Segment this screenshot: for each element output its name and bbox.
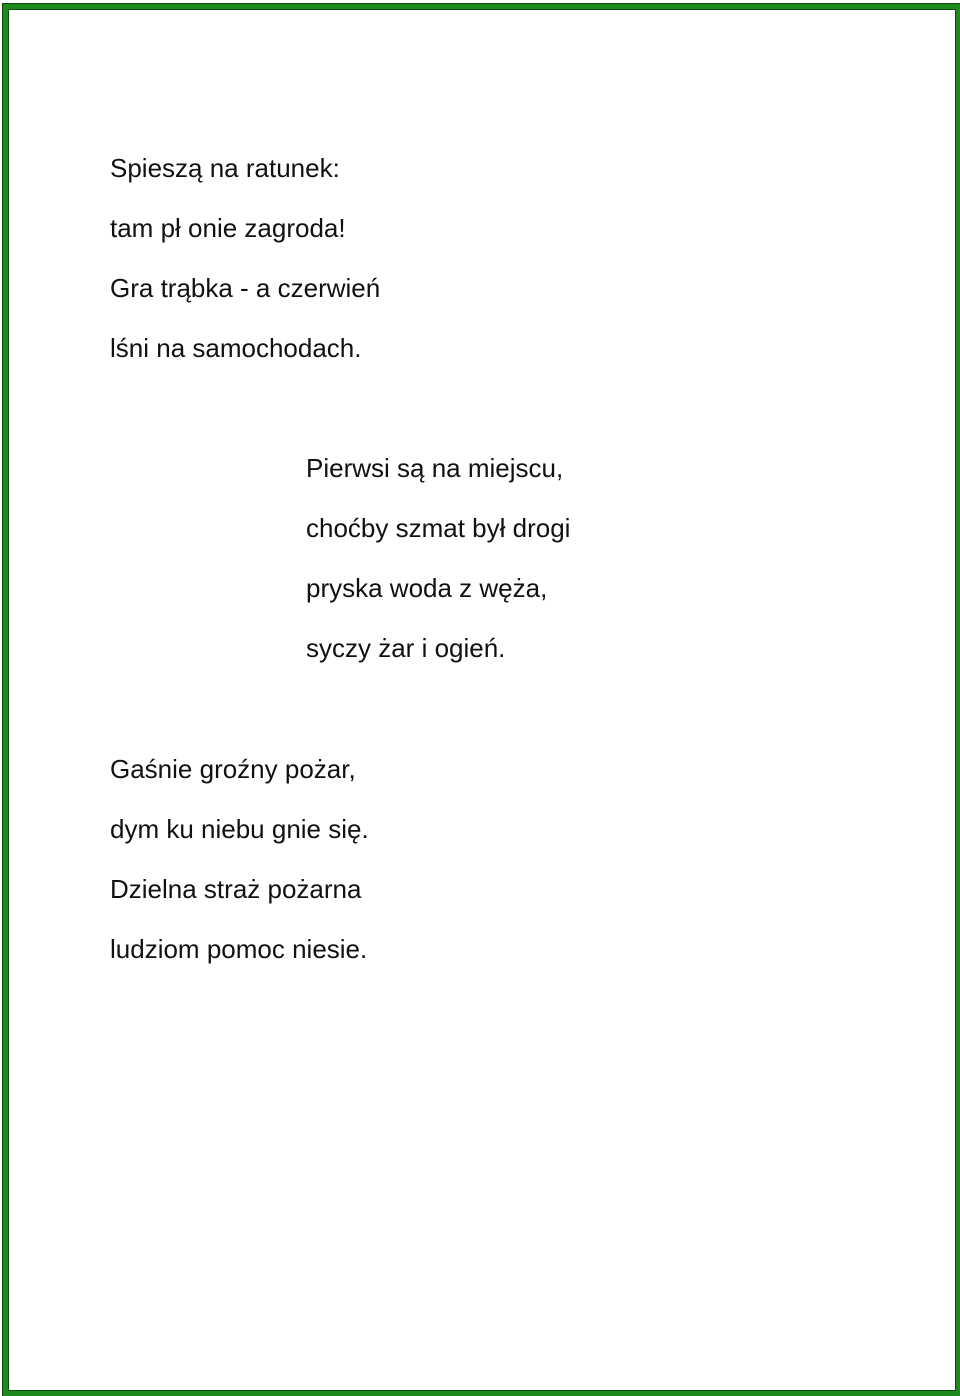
- poem-line: pryska woda z węża,: [306, 573, 548, 603]
- poem-line: choćby szmat był drogi: [306, 513, 571, 543]
- poem-line: syczy żar i ogień.: [306, 633, 506, 663]
- poem-line: dym ku niebu gnie się.: [110, 814, 369, 844]
- poem-line: Pierwsi są na miejscu,: [306, 453, 564, 483]
- poem-line: Dzielna straż pożarna: [110, 874, 362, 904]
- poem-line: Gaśnie groźny pożar,: [110, 754, 356, 784]
- poem-line: lśni na samochodach.: [110, 333, 362, 363]
- poem-line: ludziom pomoc niesie.: [110, 934, 368, 964]
- poem-line: Gra trąbka - a czerwień: [110, 273, 381, 303]
- poem-stanza-3: [110, 755, 369, 995]
- poem-stanza-2: [306, 454, 570, 694]
- poem-stanza-1: [110, 154, 380, 394]
- poem-line: Spieszą na ratunek:: [110, 153, 340, 183]
- poem-line: tam pł onie zagroda!: [110, 213, 346, 243]
